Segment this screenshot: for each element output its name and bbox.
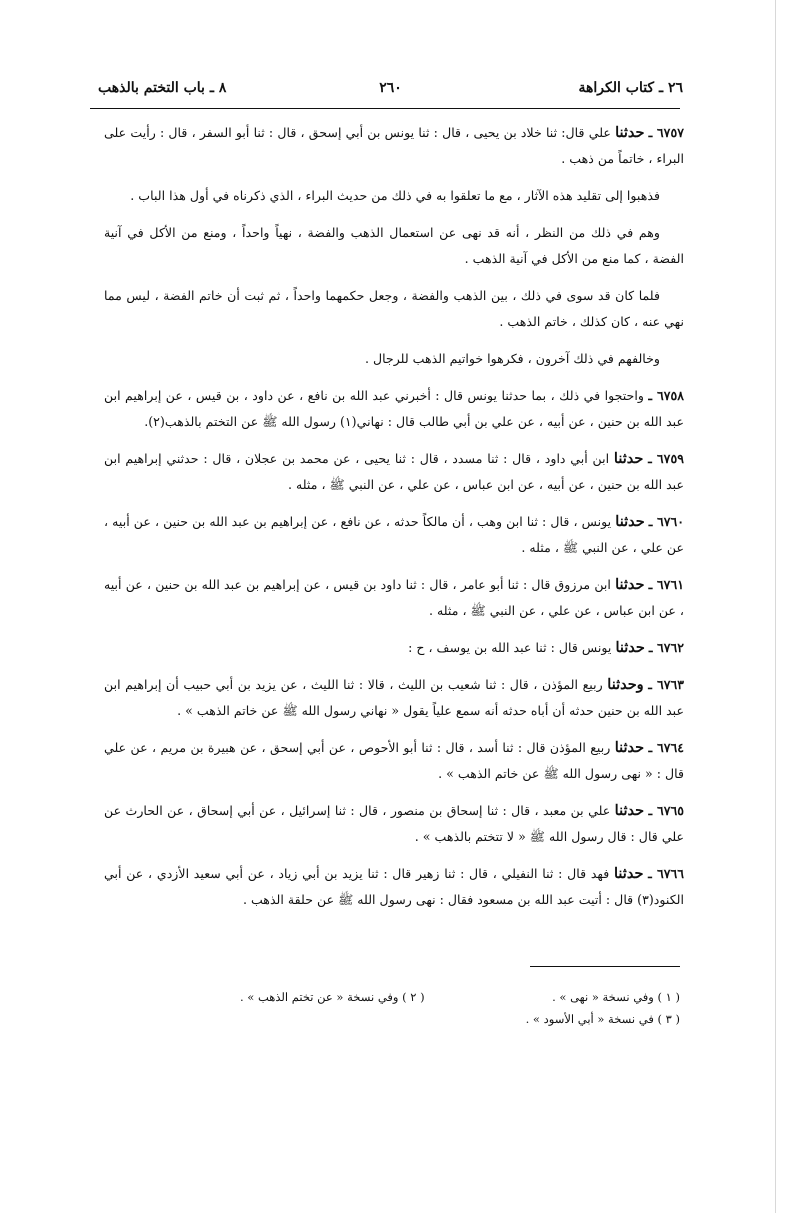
chapter-title: ٢٦ ـ كتاب الكراهة (578, 80, 683, 96)
footnote-row (200, 986, 680, 1008)
hadith-number: ٦٧٦١ ـ (648, 577, 684, 592)
page-header (98, 68, 683, 104)
hadith-lead: حدثنا (615, 639, 645, 656)
footnote-row (200, 1008, 680, 1030)
paragraph: وخالفهم في ذلك آخرون ، فكرهوا خواتيم الذهب للرجال . (364, 351, 660, 366)
hadith-number: ٦٧٦٦ ـ (648, 866, 684, 881)
hadith-number: ٦٧٥٧ ـ (648, 125, 684, 140)
hadith-lead: حدثنا (615, 513, 645, 530)
hadith-lead: حدثنا (614, 802, 645, 819)
paragraph: وهم في ذلك من النظر ، أنه قد نهى عن استعمال الذهب والفضة ، نهياً واحداً ، ومنع من الأكل في آنية الفضة ، كما منع من الأكل في آنية الذهب . (104, 225, 684, 266)
hadith-number: ٦٧٦٠ ـ (648, 514, 685, 529)
hadith-lead: وحدثنا (607, 676, 644, 693)
hadith-6766 (104, 861, 684, 913)
hadith-number: ٦٧٦٥ ـ (648, 803, 685, 818)
hadith-lead: حدثنا (613, 450, 644, 467)
hadith-text: ابن أبي داود ، قال : ثنا مسدد ، قال : ثنا يحيى ، عن محمد بن عجلان ، قال : حدثني إبراهيم ابن عبد الله بن حنين ، عن أبيه ، عن ابن عباس ، عن علي ، عن النبي ﷺ ، مثله . (104, 451, 684, 492)
hadith-6762 (104, 635, 684, 661)
hadith-text: ربيع المؤذن قال : ثنا أسد ، قال : ثنا أبو الأحوص ، عن أبي إسحق ، عن هبيرة بن مريم ، عن علي قال : « نهى رسول الله ﷺ عن خاتم الذهب » . (104, 740, 684, 781)
hadith-6763 (104, 672, 684, 724)
hadith-number: ٦٧٥٩ ـ (648, 451, 684, 466)
hadith-text: علي قال: ثنا خلاد بن يحيى ، قال : ثنا يونس بن أبي إسحق ، قال : ثنا أبو السفر ، قال : رأيت على البراء ، خاتماً من ذهب . (104, 125, 684, 166)
footnote-2: ( ٢ ) وفي نسخة « عن تختم الذهب » . (240, 990, 425, 1004)
hadith-lead: حدثنا (614, 865, 644, 882)
hadith-number: ٦٧٥٨ ـ (648, 388, 684, 403)
hadith-number: ٦٧٦٣ ـ (648, 677, 684, 692)
hadith-lead: حدثنا (615, 576, 645, 593)
footnote-rule (530, 966, 680, 967)
hadith-6761 (104, 572, 684, 624)
hadith-number: ٦٧٦٤ ـ (648, 740, 685, 755)
scan-edge-line (775, 0, 776, 1213)
text-body (104, 120, 684, 924)
footnote-3: ( ٣ ) في نسخة « أبي الأسود » . (525, 1012, 680, 1026)
paragraph: فذهبوا إلى تقليد هذه الآثار ، مع ما تعلقوا به في ذلك من حديث البراء ، الذي ذكرناه في أول هذا الباب . (130, 188, 660, 203)
hadith-6758 (104, 383, 684, 435)
hadith-text: ربيع المؤذن ، قال : ثنا شعيب بن الليث ، قالا : ثنا الليث ، عن يزيد بن أبي حبيب أن إبراهيم ابن عبد الله بن حنين حدثه أن أباه حدثه أنه سمع علياً يقول « نهاني رسول الله ﷺ عن خاتم الذهب » . (104, 677, 684, 718)
hadith-text: فهد قال : ثنا النفيلي ، قال : ثنا زهير قال : ثنا يزيد بن أبي زياد ، عن أبي سعيد الأزدي ، عن أبي الكنود(٣) قال : أتيت عبد الله بن مسعود فقال : نهى رسول الله ﷺ عن حلقة الذهب . (104, 866, 684, 907)
section-title: ٨ ـ باب التختم بالذهب (98, 80, 227, 96)
hadith-6759 (104, 446, 684, 498)
hadith-6760 (104, 509, 684, 561)
hadith-6764 (104, 735, 684, 787)
paragraph: فلما كان قد سوى في ذلك ، بين الذهب والفضة ، وجعل حكمهما واحداً ، ثم ثبت أن خاتم الفضة ، ليس مما نهي عنه ، كان كذلك ، خاتم الذهب . (104, 288, 684, 329)
header-rule (90, 108, 680, 109)
page-number: ٢٦٠ (379, 80, 402, 96)
hadith-text: يونس ، قال : ثنا ابن وهب ، أن مالكاً حدثه ، عن نافع ، عن إبراهيم بن عبد الله بن حنين ، عن أبيه ، عن علي ، عن النبي ﷺ ، مثله . (104, 514, 684, 555)
hadith-text: علي بن معبد ، قال : ثنا إسحاق بن منصور ، قال : ثنا إسرائيل ، عن أبي إسحاق ، عن الحارث عن علي قال : قال رسول الله ﷺ « لا تتختم بالذهب » . (104, 803, 684, 844)
footnotes (200, 986, 680, 1030)
hadith-lead: حدثنا (615, 124, 645, 141)
hadith-text: واحتجوا في ذلك ، بما حدثنا يونس قال : أخبرني عبد الله بن نافع ، عن داود ، بن قيس ، عن إبراهيم ابن عبد الله بن حنين ، عن أبيه ، عن علي بن أبي طالب قال : نهاني(١) رسول الله ﷺ عن التختم بالذهب(٢). (104, 388, 684, 429)
hadith-6757 (104, 120, 684, 172)
footnote-1: ( ١ ) وفي نسخة « نهى » . (552, 990, 680, 1004)
hadith-text: ابن مرزوق قال : ثنا أبو عامر ، قال : ثنا داود بن قيس ، عن إبراهيم بن عبد الله بن حنين ، عن أبيه ، عن ابن عباس ، عن علي ، عن النبي ﷺ ، مثله . (104, 577, 684, 618)
hadith-lead: حدثنا (614, 739, 645, 756)
hadith-6765 (104, 798, 684, 850)
hadith-number: ٦٧٦٢ ـ (648, 640, 684, 655)
hadith-text: يونس قال : ثنا عبد الله بن يوسف ، ح : (408, 640, 612, 655)
